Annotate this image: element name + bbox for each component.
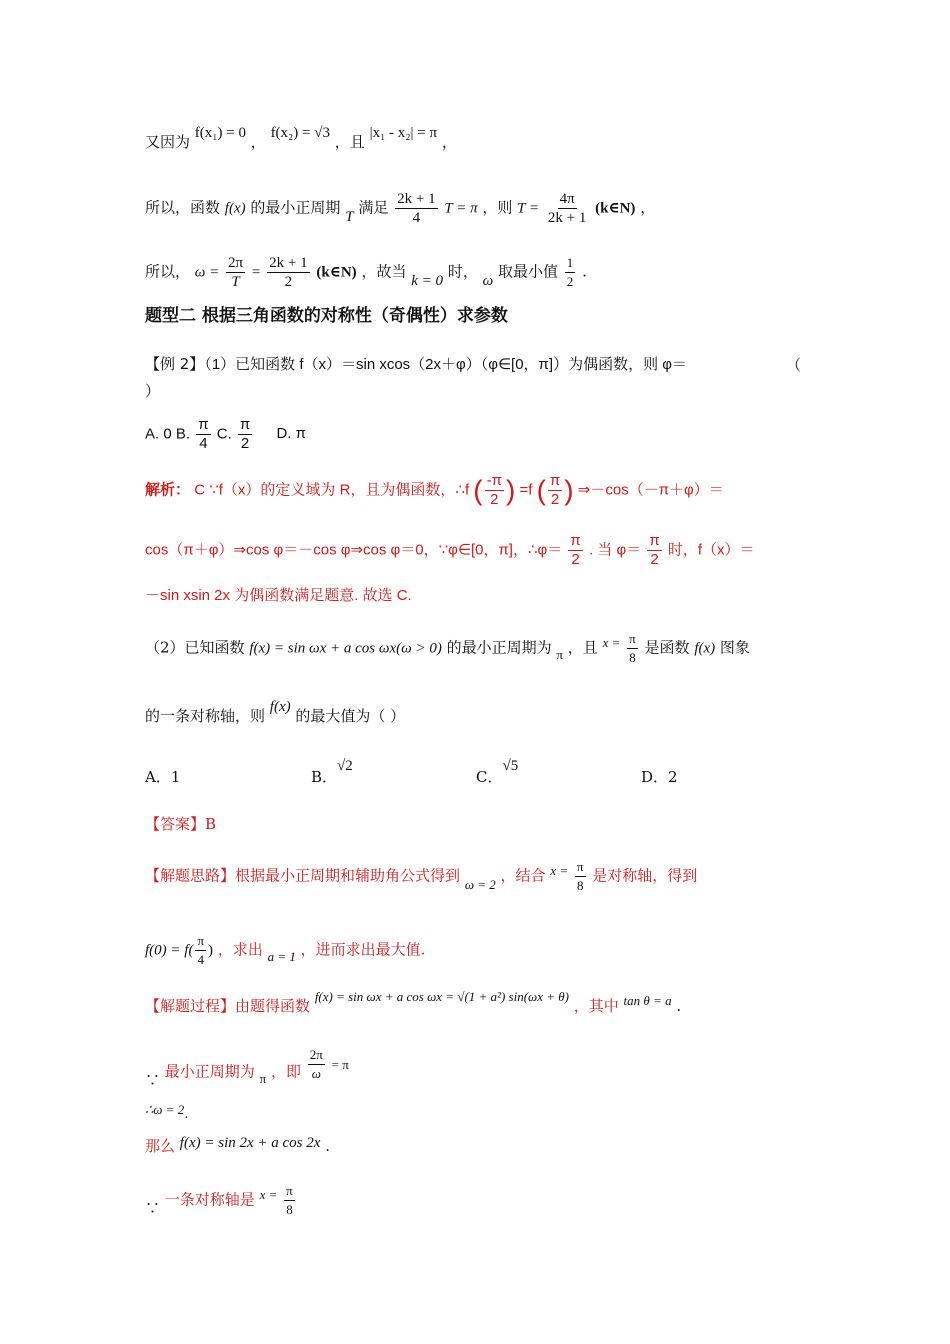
text: 时， [447,262,478,281]
process-step-2 [145,1100,188,1121]
text: （2）已知函数 [145,638,245,657]
line-1 [145,125,457,153]
formula: f(x) = sin ωx + a cos ωx = √(1 + a²) sin(ωx + θ) [314,989,569,1004]
formula: f(x) [694,640,716,657]
because-symbol: ∵ [145,1070,161,1089]
text: 是函数 [644,638,690,657]
formula: ∴ω = 2 [145,1102,185,1117]
fraction: $\frac{4\pi}{2k + 1}$ [547,191,587,226]
text: ， [441,133,457,151]
idea-line-1 [145,858,697,895]
text: ，即 [270,1062,301,1081]
text: C ∵f（x）的定义域为 R，且为偶函数，∴f [194,481,470,499]
fraction: $\frac{2\pi}{T}$ [228,255,244,290]
fraction: $\frac{\pi}{2}$ [570,532,581,568]
text: 图象 [719,638,750,657]
paren: ) [564,474,574,506]
idea-line-2 [145,932,425,969]
text: 是对称轴，得到 [592,866,698,885]
condition: (k∈N) [316,264,357,281]
fraction: $\frac{-\pi}{2}$ [486,472,502,508]
formula: x = [259,1186,278,1202]
text: 一条对称轴是 [164,1190,255,1209]
text: =f [519,481,533,499]
paren: ) [505,474,516,506]
solution-line-3: －sin xsin 2x 为偶函数满足题意. 故选 C. [145,587,412,604]
process-label: 【解题过程】 [145,997,236,1015]
question-text: （1）已知函数 f（x）＝sin xcos（2x＋φ）（φ∈[0，π]）为偶函数，则 φ＝ [204,356,687,373]
var-pi: π [556,646,563,662]
text: ，故当 [361,262,407,281]
text: ，且 [567,638,598,657]
text: 所以， [145,262,191,281]
text: 的一条对称轴，则 [145,707,266,725]
text: 那么 [145,1137,176,1155]
paren-open: （ [786,357,802,374]
process-step-1 [145,1047,349,1091]
solution-line-1 [145,472,724,509]
formula: ω = [194,264,220,281]
text: . [582,262,587,281]
process-step-4 [145,1182,297,1219]
text: ，且 [334,133,365,151]
process-line [145,989,682,1017]
option-b: B. [175,425,191,443]
formula: f(x) = sin ωx + a cos ωx(ω > 0) [249,640,442,657]
fraction: $\frac{\pi}{4}$ [197,933,205,967]
text: 又因为 [145,133,191,151]
formula: f(x) [269,699,291,715]
option-d: D．2 [641,768,678,786]
text: ， [250,133,266,151]
text: 的最小正周期 [250,198,341,217]
option-c: C. [216,425,232,443]
option-a: A. 0 [145,425,172,443]
fraction: $\frac{\pi}{2}$ [549,472,561,508]
text: 取最小值 [498,262,559,281]
condition: (k∈N) [595,200,636,217]
text: ，则 [482,198,513,217]
question-2-line-2 [145,699,406,727]
option-a: A．1 [145,768,181,786]
var-t: T [345,208,354,225]
formula-fx: f(x) [224,200,246,217]
text: 最小正周期为 [164,1062,255,1081]
formula: T = π [444,200,478,217]
text: cos（π＋φ）⇒cos φ＝－cos φ⇒cos φ＝0，∵φ∈[0，π]，∴φ＝ [145,541,563,559]
formula-diff: |x₁ - x₂| = π [369,125,438,141]
formula-f1: f(x₁) = 0 [194,125,246,141]
text: 根据最小正周期和辅助角公式得到 [235,866,461,885]
options-1 [145,416,306,453]
paren: ( [536,474,546,506]
formula: x = [550,862,569,878]
paren: ) [208,942,214,959]
text: 所以，函数 [145,198,221,217]
text: . [184,1107,189,1122]
text: . [325,1137,330,1155]
text: ，其中 [573,997,619,1015]
text: . [676,997,682,1015]
section-heading: 题型二 根据三角函数的对称性（奇偶性）求参数 [145,306,508,326]
paren-frac: ( [473,474,483,506]
formula: k = 0 [411,272,444,289]
text: 满足 [358,198,389,217]
solution-label: 解析： [145,481,191,499]
option-b: B．√2 [311,758,353,786]
line-2 [145,190,655,227]
option-c: C．√5 [476,758,519,786]
text: ， [640,198,656,217]
formula: x = [602,634,621,650]
fraction: $\frac{\pi}{2}$ [239,416,251,452]
paren-close: ） [145,383,161,400]
var-pi: π [259,1070,267,1086]
text: ，求出 [217,940,263,959]
formula: = π [331,1056,349,1072]
text: ，进而求出最大值. [300,940,426,959]
formula: f(x) = sin 2x + a cos 2x [179,1135,321,1151]
question-2-line-1 [145,630,750,667]
line-3 [145,254,587,291]
fraction: $\frac{\pi}{8}$ [576,859,584,893]
text: 时，f（x）＝ [667,541,755,559]
formula: a = 1 [267,948,296,964]
fraction: $\frac{2\pi}{\omega}$ [309,1047,323,1081]
fraction: $\frac{\pi}{8}$ [629,631,636,665]
formula-f2: f(x₂) = √3 [270,125,330,141]
formula: tan θ = a [623,993,672,1008]
fraction: $\frac{1}{2}$ [566,255,574,289]
example-2 [145,354,687,375]
text: 的最小正周期为 [446,638,552,657]
sqrt-5: √5 [502,758,519,774]
text: ，结合 [500,866,546,885]
fraction: $\frac{\pi}{4}$ [198,416,209,452]
process-step-3 [145,1136,330,1157]
sqrt-2: √2 [337,758,353,774]
idea-label: 【解题思路】 [145,866,236,885]
fraction: $\frac{2k + 1}{4}$ [397,191,436,226]
fraction: $\frac{\pi}{8}$ [286,1183,293,1217]
text: = [251,264,261,281]
fraction: $\frac{2k + 1}{2}$ [269,255,308,290]
solution-line-2 [145,532,755,569]
example-tag: 【例 2】 [145,355,205,373]
formula: ω = 2 [464,876,496,892]
because-symbol: ∵ [145,1198,161,1217]
text: ⇒－cos（－π＋φ）＝ [577,481,724,499]
text: . 当 φ＝ [588,541,642,559]
var-omega: ω [482,272,494,289]
text: 由题得函数 [235,997,311,1015]
formula: T = [517,200,540,217]
text: 的最大值为（ ） [295,707,406,725]
fraction: $\frac{\pi}{2}$ [649,532,660,568]
answer: 【答案】B [145,815,217,833]
option-d: D. π [276,425,306,443]
formula: f(0) = f( [145,942,194,959]
